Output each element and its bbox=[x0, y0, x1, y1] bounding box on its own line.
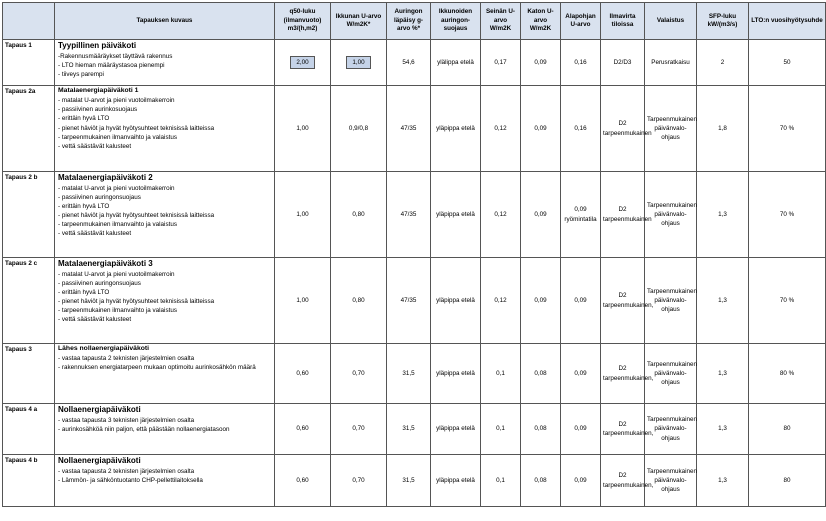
airflow-cell: D2 tarpeenmukainen, bbox=[601, 344, 645, 404]
table-row bbox=[3, 40, 826, 86]
roof-u-cell: 0,09 bbox=[521, 40, 561, 86]
roof-u-cell: 0,09 bbox=[521, 86, 561, 172]
description-bullet: - erittäin hyvä LTO bbox=[58, 115, 110, 123]
lto-cell: 80 % bbox=[749, 344, 826, 404]
g-value-cell: 54,6 bbox=[387, 40, 431, 86]
table-row bbox=[3, 344, 826, 404]
description-bullet: - aurinkosähköä niin paljon, että päästään nollaenergiatasoon bbox=[58, 425, 230, 433]
description-bullet: - pienet häviöt ja hyvät hyötysuhteet teknisissä laitteissa bbox=[58, 124, 215, 132]
header-airflow: Ilmavirta tiloissa bbox=[601, 3, 645, 40]
case-label: Tapaus 3 bbox=[3, 344, 55, 404]
header-sfp: SFP-luku kW/(m3/s) bbox=[697, 3, 749, 40]
description-bullet: - rakennuksen energiatarpeen mukaan optimoitu aurinkosähkön määrä bbox=[58, 364, 256, 372]
airflow-cell: D2 tarpeenmukainen bbox=[601, 172, 645, 258]
description-bullet: - vettä säästävät kalusteet bbox=[58, 316, 132, 324]
case-label: Tapaus 2 b bbox=[3, 172, 55, 258]
g-value-cell: 47/35 bbox=[387, 86, 431, 172]
lighting-cell: Tarpeenmukainen päivänvalo-ohjaus bbox=[645, 258, 697, 344]
description-bullet: - pienet häviöt ja hyvät hyötysuhteet teknisissä laitteissa bbox=[58, 211, 215, 219]
sfp-cell: 1,3 bbox=[697, 258, 749, 344]
description-bullet: - vastaa tapausta 3 teknisten järjestelmien osalta bbox=[58, 416, 195, 424]
q50-cell: 0,60 bbox=[275, 344, 331, 404]
g-value-cell: 31,5 bbox=[387, 455, 431, 507]
roof-u-cell: 0,08 bbox=[521, 344, 561, 404]
airflow-cell: D2 tarpeenmukainen, bbox=[601, 404, 645, 455]
header-floor-u: Alapohjan U-arvo bbox=[561, 3, 601, 40]
window-u-cell: 0,9/0,8 bbox=[331, 86, 387, 172]
roof-u-cell: 0,09 bbox=[521, 258, 561, 344]
floor-u-cell: 0,09 bbox=[561, 455, 601, 507]
description-bullet: - tarpeenmukainen ilmanvaihto ja valaistus bbox=[58, 221, 178, 229]
q50-cell: 1,00 bbox=[275, 172, 331, 258]
lto-cell: 80 bbox=[749, 455, 826, 507]
description-bullet: - tiiveys parempi bbox=[58, 70, 104, 78]
roof-u-cell: 0,09 bbox=[521, 172, 561, 258]
case-label: Tapaus 2a bbox=[3, 86, 55, 172]
lto-cell: 50 bbox=[749, 40, 826, 86]
case-title: Matalaenergiapäiväkoti 3 bbox=[58, 259, 153, 268]
table-row bbox=[3, 86, 826, 172]
case-description bbox=[55, 344, 275, 404]
window-u-cell: 0,80 bbox=[331, 258, 387, 344]
description-bullet: - Lämmön- ja sähköntuotanto CHP-pellettilaitoksella bbox=[58, 476, 203, 484]
description-bullet: - tarpeenmukainen ilmanvaihto ja valaistus bbox=[58, 307, 178, 315]
header-shading: Ikkunoiden auringon-suojaus bbox=[431, 3, 481, 40]
header-q50: q50-luku (ilmanvuoto) m3/(h,m2) bbox=[275, 3, 331, 40]
table-row bbox=[3, 258, 826, 344]
description-bullet: - tarpeenmukainen ilmanvaihto ja valaistus bbox=[58, 133, 178, 141]
g-value-cell: 47/35 bbox=[387, 258, 431, 344]
roof-u-cell: 0,08 bbox=[521, 404, 561, 455]
shading-cell: yläpippa etelä bbox=[431, 404, 481, 455]
wall-u-cell: 0,12 bbox=[481, 258, 521, 344]
floor-u-cell: 0,09 bbox=[561, 404, 601, 455]
case-description bbox=[55, 455, 275, 507]
sfp-cell: 1,3 bbox=[697, 344, 749, 404]
energy-cases-table bbox=[2, 2, 826, 507]
description-bullet: - passiivinen auringonsuojaus bbox=[58, 279, 141, 287]
q50-cell bbox=[275, 40, 331, 86]
floor-u-cell: 0,09 ryömintatila bbox=[561, 172, 601, 258]
header-row bbox=[3, 3, 826, 40]
window-u-cell: 0,70 bbox=[331, 404, 387, 455]
case-title: Matalaenergiapäiväkoti 2 bbox=[58, 173, 153, 182]
description-bullet: - LTO hieman määräystasoa pienempi bbox=[58, 61, 165, 69]
case-label: Tapaus 4 b bbox=[3, 455, 55, 507]
q50-cell: 0,60 bbox=[275, 455, 331, 507]
lighting-cell: Tarpeenmukainen päivänvalo-ohjaus bbox=[645, 404, 697, 455]
window-u-cell bbox=[331, 40, 387, 86]
floor-u-cell: 0,09 bbox=[561, 258, 601, 344]
q50-cell: 1,00 bbox=[275, 86, 331, 172]
header-case bbox=[3, 3, 55, 40]
sfp-cell: 1,3 bbox=[697, 172, 749, 258]
lighting-cell: Tarpeenmukainen päivänvalo-ohjaus bbox=[645, 344, 697, 404]
lto-cell: 70 % bbox=[749, 86, 826, 172]
roof-u-cell: 0,08 bbox=[521, 455, 561, 507]
header-roof-u: Katon U-arvo W/m2K bbox=[521, 3, 561, 40]
highlighted-value: 1,00 bbox=[346, 56, 370, 69]
header-window-u: Ikkunan U-arvo W/m2K* bbox=[331, 3, 387, 40]
floor-u-cell: 0,16 bbox=[561, 40, 601, 86]
case-description bbox=[55, 86, 275, 172]
window-u-cell: 0,80 bbox=[331, 172, 387, 258]
window-u-cell: 0,70 bbox=[331, 344, 387, 404]
g-value-cell: 47/35 bbox=[387, 172, 431, 258]
case-description bbox=[55, 404, 275, 455]
case-title: Tyypillinen päiväkoti bbox=[58, 41, 137, 50]
lighting-cell: Tarpeenmukainen päivänvalo-ohjaus bbox=[645, 86, 697, 172]
shading-cell: yläpippa etelä bbox=[431, 172, 481, 258]
case-label: Tapaus 4 a bbox=[3, 404, 55, 455]
case-title: Nollaenergiapäiväkoti bbox=[58, 456, 141, 465]
description-bullet: - matalat U-arvot ja pieni vuotoilmakerroin bbox=[58, 97, 175, 105]
description-bullet: - matalat U-arvot ja pieni vuotoilmakerroin bbox=[58, 270, 175, 278]
wall-u-cell: 0,1 bbox=[481, 344, 521, 404]
lto-cell: 70 % bbox=[749, 172, 826, 258]
shading-cell: yläpippa etelä bbox=[431, 455, 481, 507]
shading-cell: yläpippa etelä bbox=[431, 344, 481, 404]
shading-cell: yläpippa etelä bbox=[431, 258, 481, 344]
case-description bbox=[55, 258, 275, 344]
case-title: Lähes nollaenergiapäiväkoti bbox=[58, 345, 150, 352]
table-row bbox=[3, 404, 826, 455]
description-bullet: - passiivinen aurinkosuojaus bbox=[58, 106, 138, 114]
description-bullet: - vettä säästävät kalusteet bbox=[58, 230, 132, 238]
case-description bbox=[55, 172, 275, 258]
header-lighting: Valaistus bbox=[645, 3, 697, 40]
description-bullet: -Rakennusmääräykset täyttävä rakennus bbox=[58, 52, 173, 60]
case-label: Tapaus 1 bbox=[3, 40, 55, 86]
floor-u-cell: 0,09 bbox=[561, 344, 601, 404]
description-bullet: - vastaa tapausta 2 teknisten järjestelmien osalta bbox=[58, 355, 195, 363]
header-lto: LTO:n vuosihyötysuhde bbox=[749, 3, 826, 40]
wall-u-cell: 0,1 bbox=[481, 455, 521, 507]
table-row bbox=[3, 172, 826, 258]
airflow-cell: D2 tarpeenmukainen bbox=[601, 86, 645, 172]
sfp-cell: 1,3 bbox=[697, 404, 749, 455]
shading-cell: yläpippa etelä bbox=[431, 86, 481, 172]
lighting-cell: Perusratkaisu bbox=[645, 40, 697, 86]
q50-cell: 0,60 bbox=[275, 404, 331, 455]
window-u-cell: 0,70 bbox=[331, 455, 387, 507]
wall-u-cell: 0,1 bbox=[481, 404, 521, 455]
wall-u-cell: 0,17 bbox=[481, 40, 521, 86]
floor-u-cell: 0,16 bbox=[561, 86, 601, 172]
description-bullet: - matalat U-arvot ja pieni vuotoilmakerroin bbox=[58, 184, 175, 192]
q50-cell: 1,00 bbox=[275, 258, 331, 344]
header-g-value: Auringon läpäisy g-arvo %* bbox=[387, 3, 431, 40]
case-title: Nollaenergiapäiväkoti bbox=[58, 405, 141, 414]
airflow-cell: D2 tarpeenmukainen, bbox=[601, 258, 645, 344]
header-wall-u: Seinän U-arvo W/m2K bbox=[481, 3, 521, 40]
description-bullet: - pienet häviöt ja hyvät hyötysuhteet teknisissä laitteissa bbox=[58, 297, 215, 305]
g-value-cell: 31,5 bbox=[387, 404, 431, 455]
case-description bbox=[55, 40, 275, 86]
airflow-cell: D2/D3 bbox=[601, 40, 645, 86]
lighting-cell: Tarpeenmukainen päivänvalo-ohjaus bbox=[645, 172, 697, 258]
sfp-cell: 1,8 bbox=[697, 86, 749, 172]
shading-cell: ylälippa etelä bbox=[431, 40, 481, 86]
highlighted-value: 2,00 bbox=[290, 56, 314, 69]
lighting-cell: Tarpeenmukainen päivänvalo-ohjaus bbox=[645, 455, 697, 507]
description-bullet: - passiivinen auringonsuojaus bbox=[58, 193, 141, 201]
lto-cell: 80 bbox=[749, 404, 826, 455]
wall-u-cell: 0,12 bbox=[481, 172, 521, 258]
case-title: Matalaenergiapäiväkoti 1 bbox=[58, 87, 139, 94]
description-bullet: - vastaa tapausta 2 teknisten järjestelmien osalta bbox=[58, 467, 195, 475]
sfp-cell: 2 bbox=[697, 40, 749, 86]
wall-u-cell: 0,12 bbox=[481, 86, 521, 172]
g-value-cell: 31,5 bbox=[387, 344, 431, 404]
sfp-cell: 1,3 bbox=[697, 455, 749, 507]
header-description: Tapauksen kuvaus bbox=[55, 3, 275, 40]
description-bullet: - erittäin hyvä LTO bbox=[58, 288, 110, 296]
description-bullet: - vettä säästävät kalusteet bbox=[58, 142, 132, 150]
table-row bbox=[3, 455, 826, 507]
case-label: Tapaus 2 c bbox=[3, 258, 55, 344]
airflow-cell: D2 tarpeenmukainen, bbox=[601, 455, 645, 507]
lto-cell: 70 % bbox=[749, 258, 826, 344]
description-bullet: - erittäin hyvä LTO bbox=[58, 202, 110, 210]
